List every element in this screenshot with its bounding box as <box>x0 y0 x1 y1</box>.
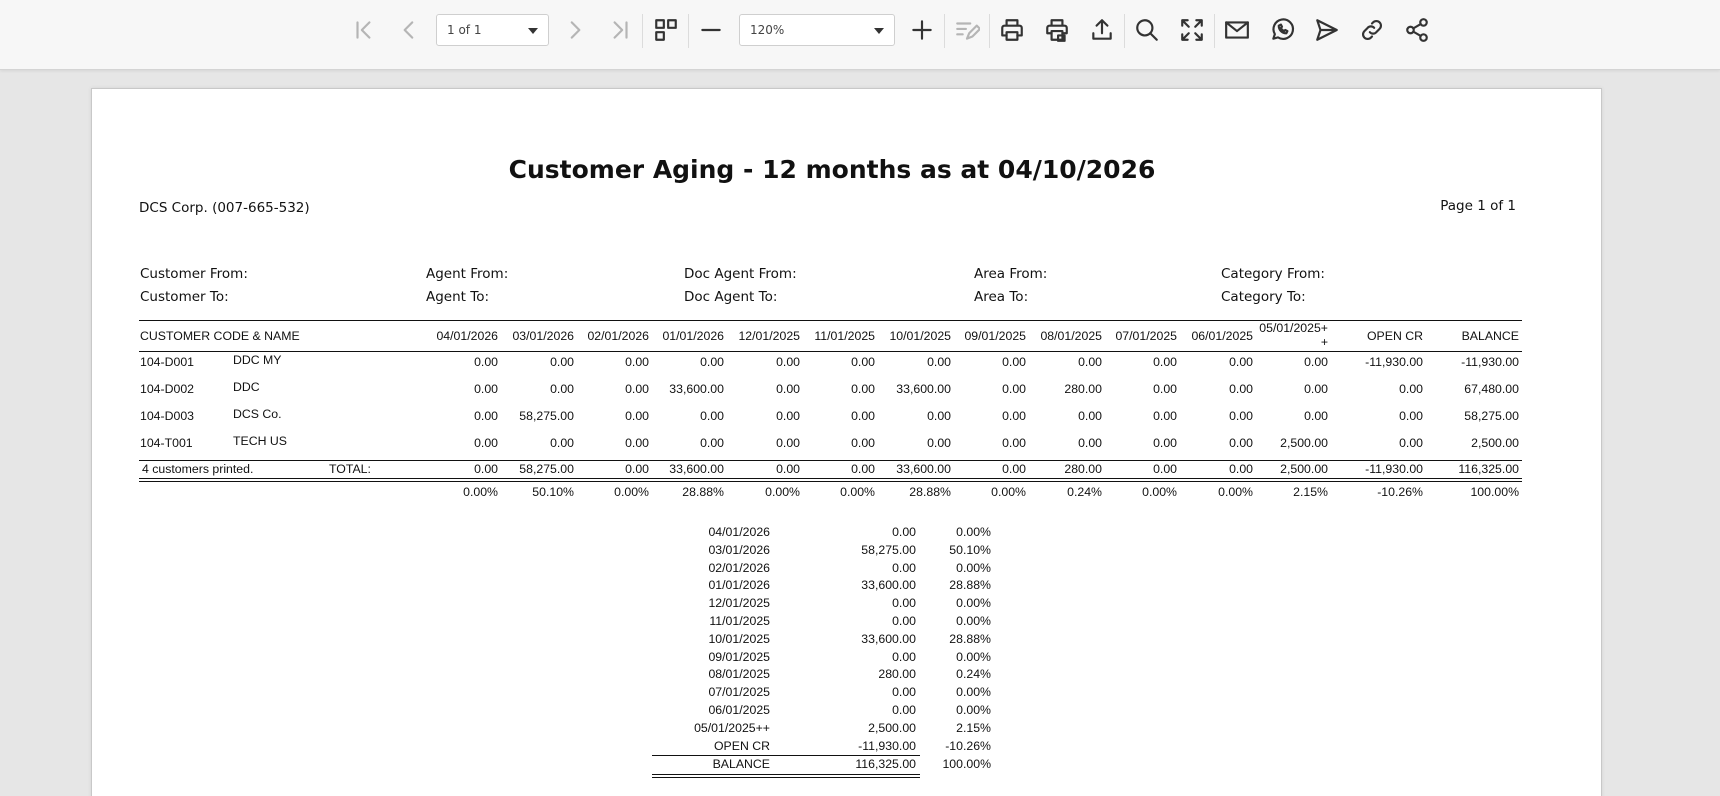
table-cell: 0.00 <box>1078 409 1102 423</box>
table-cell: 0.00 <box>625 436 649 450</box>
send-button[interactable] <box>1309 12 1345 48</box>
company-name: DCS Corp. (007-665-532) <box>139 200 310 216</box>
table-cell: 0.00 <box>1304 409 1328 423</box>
summary-percent: 2.15% <box>956 720 991 735</box>
table-cell: 0.00 <box>927 436 951 450</box>
customer-from-label: Customer From: <box>140 266 248 282</box>
table-cell: 0.00 <box>1229 436 1253 450</box>
table-cell: 2,500.00 <box>1471 436 1519 450</box>
summary-amount: 0.00 <box>892 560 916 575</box>
plus-icon <box>909 17 935 43</box>
table-cell: 0.00 <box>776 355 800 369</box>
total-cell: 33,600.00 <box>669 462 724 476</box>
summary-percent: 0.24% <box>956 667 991 682</box>
total-cell: -11,930.00 <box>1365 462 1423 476</box>
summary-amount: 116,325.00 <box>855 757 916 772</box>
summary-percent: 28.88% <box>949 631 991 646</box>
column-header: 03/01/2026 <box>512 329 574 343</box>
table-cell: 0.00 <box>1229 355 1253 369</box>
chevron-down-icon <box>528 28 538 34</box>
percent-cell: 0.00% <box>463 485 498 499</box>
category-to-label: Category To: <box>1221 289 1306 305</box>
zoom-selector-value: 120% <box>750 23 785 37</box>
table-cell: 0.00 <box>550 436 574 450</box>
summary-amount: 0.00 <box>892 614 916 628</box>
fullscreen-icon <box>1179 17 1205 43</box>
total-cell: 58,275.00 <box>519 462 574 476</box>
print-button[interactable] <box>994 12 1030 48</box>
summary-amount: 0.00 <box>892 703 916 717</box>
page-selector[interactable] <box>436 14 549 46</box>
percent-cell: 0.00% <box>1218 485 1253 499</box>
summary-percent: 0.00% <box>956 685 991 700</box>
total-cell: 0.00 <box>1229 462 1253 476</box>
column-header: OPEN CR <box>1366 329 1423 343</box>
summary-amount: 58,275.00 <box>861 542 916 557</box>
previous-page-button[interactable] <box>391 12 427 48</box>
table-cell: 0.00 <box>625 382 649 396</box>
search-button[interactable] <box>1129 12 1165 48</box>
table-cell: 0.00 <box>474 409 498 423</box>
total-label: TOTAL: <box>329 462 371 476</box>
table-cell: 0.00 <box>1399 409 1423 423</box>
summary-label: BALANCE <box>712 757 770 772</box>
table-cell: 0.00 <box>700 436 724 450</box>
table-cell: 0.00 <box>1078 436 1102 450</box>
percent-cell: 0.00% <box>991 485 1026 499</box>
toolbar-divider <box>944 14 945 48</box>
column-header: 01/01/2026 <box>662 329 724 343</box>
total-cell: 0.00 <box>1002 462 1026 476</box>
zoom-in-button[interactable] <box>904 12 940 48</box>
doc-agent-from-label: Doc Agent From: <box>684 266 797 282</box>
whatsapp-icon <box>1269 17 1295 43</box>
summary-label: 09/01/2025 <box>708 649 770 664</box>
fullscreen-button[interactable] <box>1174 12 1210 48</box>
column-header: 10/01/2025 <box>889 329 951 343</box>
report-page <box>91 88 1602 796</box>
summary-amount: 0.00 <box>892 596 916 611</box>
table-cell: 0.00 <box>1153 409 1177 423</box>
share-button[interactable] <box>1399 12 1435 48</box>
total-cell: 33,600.00 <box>896 462 951 476</box>
percent-cell: 0.00% <box>765 485 800 499</box>
print-icon <box>999 17 1025 43</box>
agent-from-label: Agent From: <box>426 266 509 282</box>
total-cell: 2,500.00 <box>1280 462 1328 476</box>
toolbar-divider <box>1124 14 1125 48</box>
table-cell: 33,600.00 <box>896 382 951 396</box>
percent-cell: 28.88% <box>682 485 724 499</box>
summary-amount: 33,600.00 <box>861 631 916 646</box>
summary-label: 12/01/2025 <box>708 596 770 611</box>
toolbar-divider <box>642 14 643 48</box>
table-cell: 0.00 <box>474 355 498 369</box>
table-cell: 0.00 <box>550 382 574 396</box>
table-cell: 33,600.00 <box>669 382 724 396</box>
customer-code: 104-D001 <box>140 355 195 369</box>
summary-percent: 50.10% <box>949 542 991 557</box>
summary-percent: -10.26% <box>945 738 991 753</box>
table-cell: 2,500.00 <box>1280 436 1328 450</box>
summary-label: 11/01/2025 <box>709 614 770 628</box>
percent-cell: 0.24% <box>1067 485 1102 499</box>
column-header: 04/01/2026 <box>436 329 498 343</box>
column-header: 11/01/2025 <box>814 329 875 343</box>
total-top-rule <box>139 460 1522 461</box>
total-double-rule <box>139 481 1522 482</box>
summary-label: 10/01/2025 <box>708 631 770 646</box>
send-icon <box>1314 17 1340 43</box>
summary-percent: 0.00% <box>956 560 991 575</box>
summary-label: 07/01/2025 <box>708 685 770 700</box>
edit-icon <box>954 17 980 43</box>
table-cell: 67,480.00 <box>1464 382 1519 396</box>
page-layout-button[interactable] <box>648 12 684 48</box>
summary-amount: 33,600.00 <box>861 578 916 593</box>
print-page-icon <box>1044 17 1070 43</box>
percent-cell: -10.26% <box>1377 485 1423 499</box>
page-selector-value: 1 of 1 <box>447 23 482 37</box>
summary-amount: 0.00 <box>892 525 916 539</box>
export-button[interactable] <box>1084 12 1120 48</box>
first-page-button[interactable] <box>346 12 382 48</box>
table-cell: 0.00 <box>474 382 498 396</box>
summary-label: 03/01/2026 <box>708 542 770 557</box>
summary-label: OPEN CR <box>713 738 770 753</box>
whatsapp-button[interactable] <box>1264 12 1300 48</box>
column-header: 09/01/2025 <box>964 329 1026 343</box>
table-cell: 0.00 <box>1153 436 1177 450</box>
area-from-label: Area From: <box>974 266 1048 282</box>
customer-name: TECH US <box>233 434 287 448</box>
table-cell: 58,275.00 <box>519 409 574 423</box>
table-cell: 0.00 <box>1002 436 1026 450</box>
email-button[interactable] <box>1219 12 1255 48</box>
chevron-right-icon <box>562 17 588 43</box>
chevron-left-icon <box>396 17 422 43</box>
table-cell: 0.00 <box>625 409 649 423</box>
doc-agent-to-label: Doc Agent To: <box>684 289 778 305</box>
table-cell: -11,930.00 <box>1461 355 1519 369</box>
percent-cell: 100.00% <box>1470 485 1519 499</box>
first-page-icon <box>351 17 377 43</box>
column-header: 06/01/2025 <box>1191 329 1253 343</box>
table-cell: -11,930.00 <box>1365 355 1423 369</box>
table-cell: 0.00 <box>1002 409 1026 423</box>
table-cell: 0.00 <box>700 409 724 423</box>
table-cell: 0.00 <box>1304 355 1328 369</box>
table-cell: 0.00 <box>1229 382 1253 396</box>
table-cell: 0.00 <box>1153 355 1177 369</box>
total-cell: 0.00 <box>1153 462 1177 476</box>
minus-icon <box>698 17 724 43</box>
summary-label: 06/01/2025 <box>708 703 770 717</box>
mail-icon <box>1224 17 1250 43</box>
table-cell: 0.00 <box>550 355 574 369</box>
summary-amount: 2,500.00 <box>868 720 916 735</box>
percent-cell: 50.10% <box>532 485 574 499</box>
percent-cell: 0.00% <box>614 485 649 499</box>
column-header: BALANCE <box>1461 329 1519 343</box>
percent-cell: 28.88% <box>909 485 951 499</box>
summary-percent: 100.00% <box>942 757 991 772</box>
table-header-rule <box>139 351 1522 352</box>
percent-cell: 0.00% <box>1142 485 1177 499</box>
summary-amount: -11,930.00 <box>858 738 916 753</box>
total-cell: 116,325.00 <box>1458 462 1519 476</box>
summary-rule <box>652 774 920 775</box>
table-cell: 0.00 <box>927 409 951 423</box>
report-title: Customer Aging - 12 months as at 04/10/2026 <box>508 155 1156 184</box>
agent-to-label: Agent To: <box>426 289 490 305</box>
table-cell: 280.00 <box>1064 382 1102 396</box>
table-cell: 0.00 <box>625 355 649 369</box>
table-cell: 0.00 <box>700 355 724 369</box>
summary-label: 04/01/2026 <box>708 525 770 539</box>
table-cell: 0.00 <box>776 436 800 450</box>
toolbar-divider <box>688 14 689 48</box>
table-cell: 58,275.00 <box>1464 409 1519 423</box>
upload-icon <box>1089 17 1115 43</box>
table-cell: 0.00 <box>1399 382 1423 396</box>
summary-label: 08/01/2025 <box>708 667 770 682</box>
percent-cell: 2.15% <box>1293 485 1328 499</box>
percent-cell: 0.00% <box>840 485 875 499</box>
customer-code: 104-T001 <box>140 436 193 450</box>
summary-label: 05/01/2025++ <box>694 720 770 735</box>
table-cell: 0.00 <box>776 382 800 396</box>
total-count-label: 4 customers printed. <box>142 462 254 476</box>
customer-to-label: Customer To: <box>140 289 229 305</box>
summary-percent: 0.00% <box>956 596 991 611</box>
customer-name: DDC MY <box>233 353 282 367</box>
page-number: Page 1 of 1 <box>1440 198 1516 214</box>
column-header: 12/01/2025 <box>738 329 800 343</box>
last-page-button[interactable] <box>602 12 638 48</box>
summary-percent: 28.88% <box>949 578 991 593</box>
search-icon <box>1134 17 1160 43</box>
zoom-selector[interactable] <box>739 14 895 46</box>
column-header: 05/01/2025+ + <box>1259 321 1328 349</box>
edit-button[interactable] <box>949 12 985 48</box>
customer-code: 104-D003 <box>140 409 195 423</box>
summary-rule <box>652 777 920 778</box>
table-cell: 0.00 <box>851 436 875 450</box>
table-cell: 0.00 <box>474 436 498 450</box>
summary-amount: 280.00 <box>878 667 916 682</box>
total-cell: 0.00 <box>776 462 800 476</box>
summary-rule <box>652 755 920 756</box>
quick-print-button[interactable] <box>1039 12 1075 48</box>
toolbar-divider <box>989 14 990 48</box>
viewer-toolbar <box>0 0 1720 70</box>
column-header: 02/01/2026 <box>587 329 649 343</box>
copy-link-button[interactable] <box>1354 12 1390 48</box>
summary-percent: 0.00% <box>956 649 991 664</box>
table-cell: 0.00 <box>1304 382 1328 396</box>
table-cell: 0.00 <box>1399 436 1423 450</box>
last-page-icon <box>607 17 633 43</box>
area-to-label: Area To: <box>974 289 1029 305</box>
total-cell: 0.00 <box>625 462 649 476</box>
chevron-down-icon <box>874 28 884 34</box>
table-cell: 0.00 <box>1078 355 1102 369</box>
grid-layout-icon <box>653 17 679 43</box>
link-icon <box>1359 17 1385 43</box>
customer-name: DCS Co. <box>233 407 282 421</box>
table-cell: 0.00 <box>851 382 875 396</box>
summary-percent: 0.00% <box>956 614 991 628</box>
table-cell: 0.00 <box>1002 355 1026 369</box>
next-page-button[interactable] <box>557 12 593 48</box>
table-cell: 0.00 <box>1153 382 1177 396</box>
customer-code: 104-D002 <box>140 382 195 396</box>
column-header: 07/01/2025 <box>1115 329 1177 343</box>
summary-amount: 0.00 <box>892 685 916 700</box>
share-icon <box>1404 17 1430 43</box>
summary-percent: 0.00% <box>956 703 991 717</box>
total-cell: 0.00 <box>851 462 875 476</box>
table-cell: 0.00 <box>1002 382 1026 396</box>
category-from-label: Category From: <box>1221 266 1325 282</box>
table-cell: 0.00 <box>851 409 875 423</box>
total-cell: 0.00 <box>474 462 498 476</box>
customer-name: DDC <box>233 380 260 394</box>
table-cell: 0.00 <box>1229 409 1253 423</box>
toolbar-divider <box>1214 14 1215 48</box>
total-cell: 280.00 <box>1064 462 1102 476</box>
table-cell: 0.00 <box>927 355 951 369</box>
table-cell: 0.00 <box>851 355 875 369</box>
summary-amount: 0.00 <box>892 649 916 664</box>
code-name-header: CUSTOMER CODE & NAME <box>140 329 300 343</box>
summary-label: 02/01/2026 <box>708 560 770 575</box>
table-cell: 0.00 <box>776 409 800 423</box>
summary-label: 01/01/2026 <box>708 578 770 593</box>
summary-percent: 0.00% <box>956 525 991 539</box>
column-header: 08/01/2025 <box>1040 329 1102 343</box>
total-bottom-rule <box>139 478 1522 479</box>
zoom-out-button[interactable] <box>693 12 729 48</box>
